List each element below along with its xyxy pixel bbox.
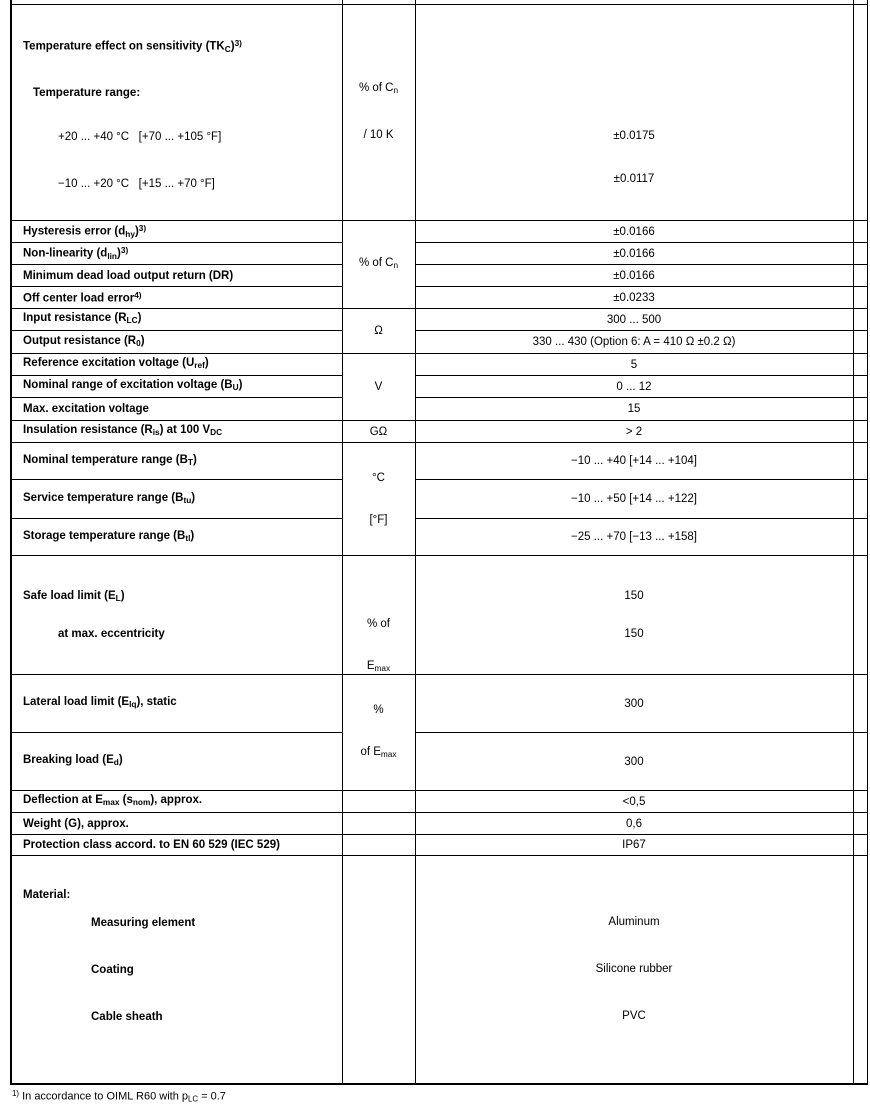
unit-empty-deflection <box>342 791 415 813</box>
value-material <box>415 856 853 1085</box>
value-breaking-load: 300 <box>415 733 853 791</box>
spec-row-weight <box>11 813 868 835</box>
unit-percent-cn: % of $C_n$ <box>342 221 415 309</box>
unit-percent-of-emax-line1: % <box>373 704 384 717</box>
value-output-resistance: 330 ... 430 (Option 6: A = 410 Ω ±0.2 Ω) <box>415 331 853 354</box>
edge-cell <box>853 265 868 287</box>
edge-cell <box>853 791 868 813</box>
edge-cell <box>853 556 868 675</box>
param-temp-effect <box>11 4 342 221</box>
spec-row-hysteresis <box>11 221 868 243</box>
value-weight: 0,6 <box>415 813 853 835</box>
value-material-coating: Silicone rubber <box>595 963 673 976</box>
param-lateral-load: Lateral load limit $(E_{lq})$, static <box>11 675 342 733</box>
unit-celsius-line: °C <box>372 472 385 485</box>
param-storage-temp: Storage temperature range $(B_{tl})$ <box>11 519 342 556</box>
unit-fahrenheit-line: [°F] <box>369 514 388 527</box>
unit-safe-load-top <box>343 589 415 675</box>
spec-row-insulation <box>11 421 868 443</box>
value-lateral-load: 300 <box>415 675 853 733</box>
param-protection: Protection class accord. to EN 60 529 (IEC 529) <box>11 835 342 856</box>
param-nominal-excitation: Nominal range of excitation voltage $(B_U)$ <box>11 376 342 398</box>
param-off-center: Off center load error$^{4)}$ <box>11 287 342 309</box>
unit-empty-weight <box>342 813 415 835</box>
value-min-dead-load: ±0.0166 <box>415 265 853 287</box>
value-ref-excitation: 5 <box>415 354 853 376</box>
param-material <box>11 856 342 1085</box>
edge-cell <box>853 309 868 331</box>
value-nominal-excitation: 0 ... 12 <box>415 376 853 398</box>
param-input-resistance: Input resistance $(R_{LC})$ <box>11 309 342 331</box>
unit-volt: V <box>342 354 415 421</box>
param-breaking-load: Breaking load $(E_d)$ <box>11 733 342 791</box>
unit-ohm: Ω <box>342 309 415 354</box>
value-input-resistance: 300 ... 500 <box>415 309 853 331</box>
param-weight: Weight (G), approx. <box>11 813 342 835</box>
edge-cell <box>853 376 868 398</box>
value-material-cable-sheath: PVC <box>622 1010 646 1023</box>
spec-row-material <box>11 856 868 1085</box>
unit-safe-load <box>342 556 415 675</box>
spec-row-nominal-excitation <box>11 376 868 398</box>
value-nominal-temp: −10 ... +40 [+14 ... +104] <box>415 443 853 480</box>
param-deflection: Deflection at $E_{max}$ $(s_{nom})$, approx. <box>11 791 342 813</box>
param-nominal-temp: Nominal temperature range $(B_T)$ <box>11 443 342 480</box>
unit-gigaohm: GΩ <box>342 421 415 443</box>
param-temp-range-label: Temperature range: <box>33 87 141 100</box>
param-min-dead-load: Minimum dead load output return (DR) <box>11 265 342 287</box>
value-safe-load-2: 150 <box>624 628 644 641</box>
spec-row-input-resistance <box>11 309 868 331</box>
param-temp-range-2: −10 ... +20 °C [+15 ... +70 °F] <box>58 178 215 191</box>
spec-row-max-excitation <box>11 398 868 421</box>
value-off-center: ±0.0233 <box>415 287 853 309</box>
edge-cell <box>853 835 868 856</box>
value-material-measuring-element: Aluminum <box>608 916 660 929</box>
edge-cell <box>853 4 868 221</box>
edge-cell <box>853 480 868 519</box>
value-safe-load <box>415 556 853 675</box>
value-temp-effect <box>415 4 853 221</box>
param-service-temp: Service temperature range $(B_{tu})$ <box>11 480 342 519</box>
material-label: Material: <box>23 889 71 902</box>
edge-cell <box>853 733 868 791</box>
value-protection: IP67 <box>415 835 853 856</box>
material-item-coating: Coating <box>91 964 134 977</box>
value-storage-temp: −25 ... +70 [−13 ... +158] <box>415 519 853 556</box>
param-insulation: Insulation resistance $(R_{is})$ at 100 $V_{DC}$ <box>11 421 342 443</box>
param-output-resistance: Output resistance $(R_0)$ <box>11 331 342 354</box>
param-at-max-eccentricity: at max. eccentricity <box>58 628 165 641</box>
spec-row-non-linearity <box>11 243 868 265</box>
spec-row-output-resistance <box>11 331 868 354</box>
spec-row-temp-effect <box>11 4 868 221</box>
unit-empty-material <box>342 856 415 1085</box>
value-safe-load-1: 150 <box>624 590 644 603</box>
value-insulation: > 2 <box>415 421 853 443</box>
param-temp-effect-title: Temperature effect on sensitivity $(TK_C)^{3)}$ <box>23 38 242 54</box>
value-temp-effect-2: ±0.0117 <box>613 173 655 186</box>
footnote-clipped: $^{1)}$ In accordance to OIML R60 with $p_{LC} = 0.7$ <box>12 1089 226 1104</box>
edge-cell <box>853 243 868 265</box>
unit-celsius-fahrenheit <box>342 443 415 556</box>
unit-safe-load-line2: $E_{max}$ <box>366 660 391 674</box>
specification-table-wrapper <box>10 0 868 1085</box>
param-safe-load-limit: Safe load limit $(E_L)$ <box>23 590 125 604</box>
edge-cell <box>853 398 868 421</box>
param-safe-load <box>11 556 342 675</box>
edge-cell <box>853 221 868 243</box>
unit-safe-load-line1: % of <box>366 618 390 631</box>
edge-cell <box>853 287 868 309</box>
spec-row-safe-load <box>11 556 868 675</box>
value-temp-effect-1: ±0.0175 <box>613 130 655 143</box>
edge-cell <box>853 813 868 835</box>
unit-empty-protection <box>342 835 415 856</box>
value-max-excitation: 15 <box>415 398 853 421</box>
param-ref-excitation: Reference excitation voltage $(U_{ref})$ <box>11 354 342 376</box>
spec-row-lateral-load <box>11 675 868 733</box>
param-hysteresis: Hysteresis error $(d_{hy})^{3)}$ <box>11 221 342 243</box>
spec-row-storage-temp <box>11 519 868 556</box>
param-temp-range-1: +20 ... +40 °C [+70 ... +105 °F] <box>58 131 222 144</box>
edge-cell <box>853 519 868 556</box>
param-max-excitation: Max. excitation voltage <box>11 398 342 421</box>
specification-table <box>10 0 868 1085</box>
unit-percent-cn-10k <box>342 4 415 221</box>
value-non-linearity: ±0.0166 <box>415 243 853 265</box>
edge-cell <box>853 856 868 1085</box>
spec-row-min-dead-load <box>11 265 868 287</box>
spec-row-service-temp <box>11 480 868 519</box>
unit-percent-of-emax <box>342 675 415 791</box>
value-deflection: <0,5 <box>415 791 853 813</box>
edge-cell <box>853 675 868 733</box>
value-service-temp: −10 ... +50 [+14 ... +122] <box>415 480 853 519</box>
spec-row-ref-excitation <box>11 354 868 376</box>
spec-row-breaking-load <box>11 733 868 791</box>
spec-row-protection <box>11 835 868 856</box>
spec-row-off-center <box>11 287 868 309</box>
unit-percent-of-emax-line2: of $E_{max}$ <box>360 746 397 760</box>
edge-cell <box>853 354 868 376</box>
material-item-measuring-element: Measuring element <box>91 917 196 930</box>
edge-cell <box>853 331 868 354</box>
material-item-cable-sheath: Cable sheath <box>91 1011 163 1024</box>
value-hysteresis: ±0.0166 <box>415 221 853 243</box>
unit-percent-cn-10k-line1: % of $C_n$ <box>358 82 399 96</box>
spec-row-deflection <box>11 791 868 813</box>
param-non-linearity: Non-linearity $(d_{lin})^{3)}$ <box>11 243 342 265</box>
spec-row-nominal-temp <box>11 443 868 480</box>
edge-cell <box>853 421 868 443</box>
edge-cell <box>853 443 868 480</box>
unit-percent-cn-10k-line2: / 10 K <box>363 129 394 142</box>
